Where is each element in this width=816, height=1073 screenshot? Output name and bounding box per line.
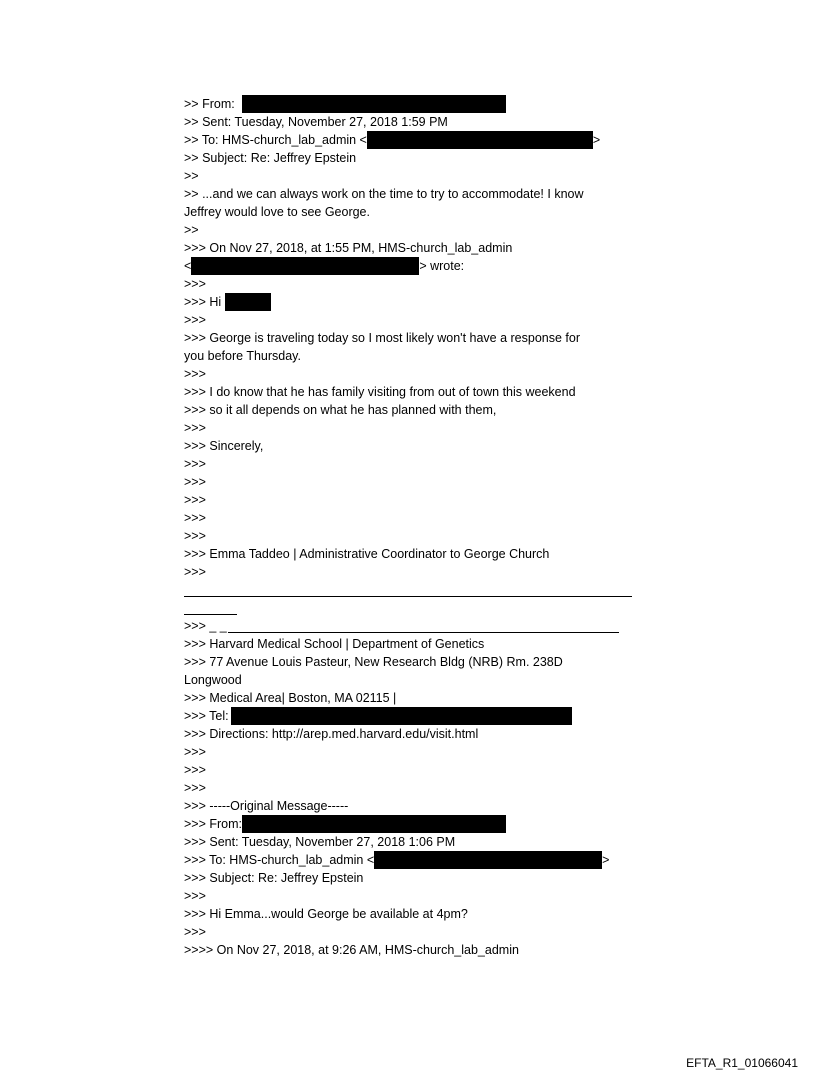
- body-line: >>> I do know that he has family visiting from out of town this weekend: [184, 385, 576, 399]
- separator-rule-line: [184, 599, 634, 617]
- greeting-prefix: >>> Hi: [184, 295, 222, 309]
- body-line: Jeffrey would love to see George.: [184, 205, 370, 219]
- to-suffix: >: [602, 853, 610, 867]
- to-line: [184, 131, 634, 149]
- separator-rule-line: [184, 581, 634, 599]
- quote-line: >>>: [184, 475, 206, 489]
- from-label: >> From:: [184, 97, 235, 111]
- redaction-bar: [242, 815, 506, 833]
- quote-line: >>>: [184, 565, 206, 579]
- original-message-line: >>> -----Original Message-----: [184, 799, 349, 813]
- from-line: [184, 95, 634, 113]
- redaction-bar: [225, 293, 271, 311]
- quote-line: >>>: [184, 925, 206, 939]
- quote-line: >>>: [184, 529, 206, 543]
- sent-line: >>> Sent: Tuesday, November 27, 2018 1:06 PM: [184, 835, 456, 849]
- to-prefix: >>> To: HMS-church_lab_admin <: [184, 853, 375, 867]
- quote-line: >>>: [184, 457, 206, 471]
- directions-line: >>> Directions: http://arep.med.harvard.edu/visit.html: [184, 727, 479, 741]
- separator-rule-short: [184, 614, 237, 615]
- quote-line: >>>: [184, 493, 206, 507]
- body-line: >>> so it all depends on what he has planned with them,: [184, 403, 497, 417]
- from-label: >>> From:: [184, 817, 243, 831]
- separator-prefix-line: [184, 617, 634, 635]
- address-line: >>> Harvard Medical School | Department of Genetics: [184, 637, 485, 651]
- greeting-line: [184, 293, 634, 311]
- from-line: [184, 815, 634, 833]
- document-id: EFTA_R1_01066041: [686, 1056, 798, 1070]
- quote-header-line: >>>> On Nov 27, 2018, at 9:26 AM, HMS-church_lab_admin: [184, 943, 519, 957]
- sent-line: >> Sent: Tuesday, November 27, 2018 1:59 PM: [184, 115, 448, 129]
- redaction-bar: [231, 707, 572, 725]
- tel-label: >>> Tel:: [184, 709, 229, 723]
- quote-line: >>>: [184, 745, 206, 759]
- redaction-bar: [191, 257, 419, 275]
- separator-rule: [228, 632, 619, 633]
- redaction-bar: [367, 131, 593, 149]
- quote-header-line: [184, 257, 634, 275]
- address-line: Longwood: [184, 673, 242, 687]
- quote-line: >>>: [184, 277, 206, 291]
- body-line: you before Thursday.: [184, 349, 301, 363]
- quote-line: >>>: [184, 421, 206, 435]
- quote-header-suffix: > wrote:: [419, 259, 465, 273]
- body-line: >>> Hi Emma...would George be available at 4pm?: [184, 907, 468, 921]
- address-line: >>> 77 Avenue Louis Pasteur, New Research Bldg (NRB) Rm. 238D: [184, 655, 563, 669]
- address-line: >>> Medical Area| Boston, MA 02115 |: [184, 691, 397, 705]
- to-suffix: >: [592, 133, 601, 147]
- quote-header-line: >>> On Nov 27, 2018, at 1:55 PM, HMS-church_lab_admin: [184, 241, 513, 255]
- subject-line: >> Subject: Re: Jeffrey Epstein: [184, 151, 357, 165]
- quote-line: >>>: [184, 511, 206, 525]
- quote-line: >>: [184, 223, 199, 237]
- separator-prefix: >>> _ _: [184, 619, 227, 633]
- subject-line: >>> Subject: Re: Jeffrey Epstein: [184, 871, 364, 885]
- quote-line: >>>: [184, 763, 206, 777]
- quote-line: >>>: [184, 313, 206, 327]
- quote-header-prefix: <: [184, 259, 192, 273]
- tel-line: [184, 707, 634, 725]
- email-thread: [184, 95, 634, 959]
- body-line: >>> George is traveling today so I most likely won't have a response for: [184, 331, 580, 345]
- redaction-bar: [374, 851, 602, 869]
- redaction-bar: [242, 95, 506, 113]
- to-prefix: >> To: HMS-church_lab_admin <: [184, 133, 367, 147]
- quote-line: >>: [184, 169, 199, 183]
- quote-line: >>>: [184, 889, 206, 903]
- quote-line: >>>: [184, 367, 206, 381]
- signature-line: >>> Emma Taddeo | Administrative Coordinator to George Church: [184, 547, 550, 561]
- to-line: [184, 851, 634, 869]
- separator-rule: [184, 596, 632, 597]
- quote-line: >>>: [184, 781, 206, 795]
- body-line: >> ...and we can always work on the time to try to accommodate! I know: [184, 187, 584, 201]
- sincerely-line: >>> Sincerely,: [184, 439, 264, 453]
